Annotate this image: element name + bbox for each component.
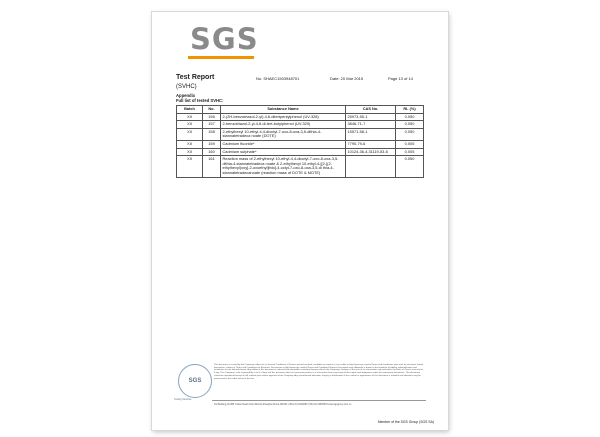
footer-disclaimer: This document is issued by the Company subject to its General Conditions of Service printed overleaf, available on request or accessible at http://www.sgs.com/en/Terms-and-Conditions.aspx and, for electronic format documents, subject to Terms and Conditions for Electronic Documents at http://www.sgs.com/en/Terms-and-Conditions/Terms-e-Document.aspx. Attention is drawn to the limitation of liability, indemnification and jurisdiction issues defined therein. Any holder of this document is advised that information contained hereon reflects the Company's findings at the time of its intervention only and within the limits of Client's instructions, if any. The Company's sole responsibility is to its Client and this document does not exonerate parties to a transaction from exercising all their rights and obligations under the transaction documents. This document cannot be reproduced except in full, without prior written approval of the Company. Any unauthorized alteration, forgery or falsification of the content or appearance of this document is unlawful and offenders may be prosecuted to the fullest extent of the law.	[214, 364, 424, 380]
table-row	[177, 140, 424, 148]
footer-rule	[212, 400, 426, 401]
logo-underline	[188, 56, 254, 59]
appendix-title: Appendix	[176, 93, 196, 98]
cell-cas: 10124-36-4,31119-53-6	[346, 148, 396, 156]
cell-rl: 0.050	[396, 128, 424, 140]
seal-text: SGS	[188, 378, 202, 384]
cell-name: Cadmium fluoride*	[221, 140, 346, 148]
cell-batch: XII	[177, 140, 203, 148]
cell-name: Cadmium sulphate*	[221, 148, 346, 156]
table-row	[177, 113, 424, 121]
report-title: Test Report	[176, 74, 215, 81]
sgs-logo: SGS	[190, 22, 259, 56]
table-row	[177, 148, 424, 156]
cell-cas: 25973-55-1	[346, 113, 396, 121]
report-number: No. SHAEC1503948701	[256, 76, 300, 81]
cell-batch: XII	[177, 148, 203, 156]
cell-no: 160	[203, 148, 221, 156]
cell-cas: 7790-79-6	[346, 140, 396, 148]
col-cas: CAS No.	[346, 106, 396, 114]
col-batch: Batch	[177, 106, 203, 114]
sgs-seal	[178, 364, 212, 398]
table-row	[177, 156, 424, 177]
table-header-row	[177, 106, 424, 114]
col-no: No.	[203, 106, 221, 114]
cell-no: 156	[203, 113, 221, 121]
cell-rl: 0.005	[396, 140, 424, 148]
report-subtitle: (SVHC)	[176, 84, 197, 90]
col-rl: RL (%)	[396, 106, 424, 114]
cell-batch: XII	[177, 128, 203, 140]
cell-cas: 15571-58-1	[346, 128, 396, 140]
cell-cas: 3846-71-7	[346, 121, 396, 129]
col-substance: Substance Name	[221, 106, 346, 114]
cell-no: 159	[203, 140, 221, 148]
cell-batch: XII	[177, 121, 203, 129]
cell-no: 157	[203, 121, 221, 129]
svhc-table	[176, 105, 424, 178]
seal-caption: Testing Services	[174, 398, 192, 401]
cell-name: 2-benzotriazol-2-yl-4,6-di-tert-butylphenol (UV-320)	[221, 121, 346, 129]
cell-name: 2-ethylhexyl 10-ethyl-4,4-dioctyl-7-oxo-8-oxa-3,5-dithia-4-stannatetradeca noate (DOTE)	[221, 128, 346, 140]
cell-no: 161	[203, 156, 221, 177]
cell-name: Reaction mass of 2-ethylhexyl 10-ethyl-4,4-dioctyl-7-oxo-8-oxa-3,5-dithia-4-stannatetradeca noate & 2-ethylhexyl 10-ethyl-4-[[2-[(2-ethylhexyl)oxy]-2-oxoethyl]thio]-4-octyl-7-oxo-8-oxa-3,5-di thia-4-stannatetradecanoate (reaction mass of DOTE & MOTE)	[221, 156, 346, 177]
cell-name: 2-(2H-benzotriazol-2-yl)-4,6-ditertpentylphenol (UV-328)	[221, 113, 346, 121]
cell-rl: 0.005	[396, 148, 424, 156]
cell-rl: 0.050	[396, 113, 424, 121]
cell-batch: XII	[177, 156, 203, 177]
appendix-list-label: Full list of tested SVHC:	[176, 98, 224, 103]
table-row	[177, 121, 424, 129]
footer-address: 3rd Building,No.889 Yishan Road Xuhui District,Shanghai China 200233 t (86-21) 61402666 f (86-21) 64953679 www.sgsgroup.com.cn	[214, 404, 352, 406]
cell-rl: 0.050	[396, 156, 424, 177]
table-row	[177, 128, 424, 140]
report-page	[152, 12, 448, 430]
page-number: Page 13 of 14	[388, 76, 413, 81]
appendix-heading	[176, 93, 223, 103]
cell-batch: XII	[177, 113, 203, 121]
cell-no: 158	[203, 128, 221, 140]
report-date: Date: 20 Mar 2015	[330, 76, 364, 81]
cell-cas	[346, 156, 396, 177]
cell-rl: 0.050	[396, 121, 424, 129]
member-note: Member of the SGS Group (SGS SA)	[377, 420, 434, 424]
